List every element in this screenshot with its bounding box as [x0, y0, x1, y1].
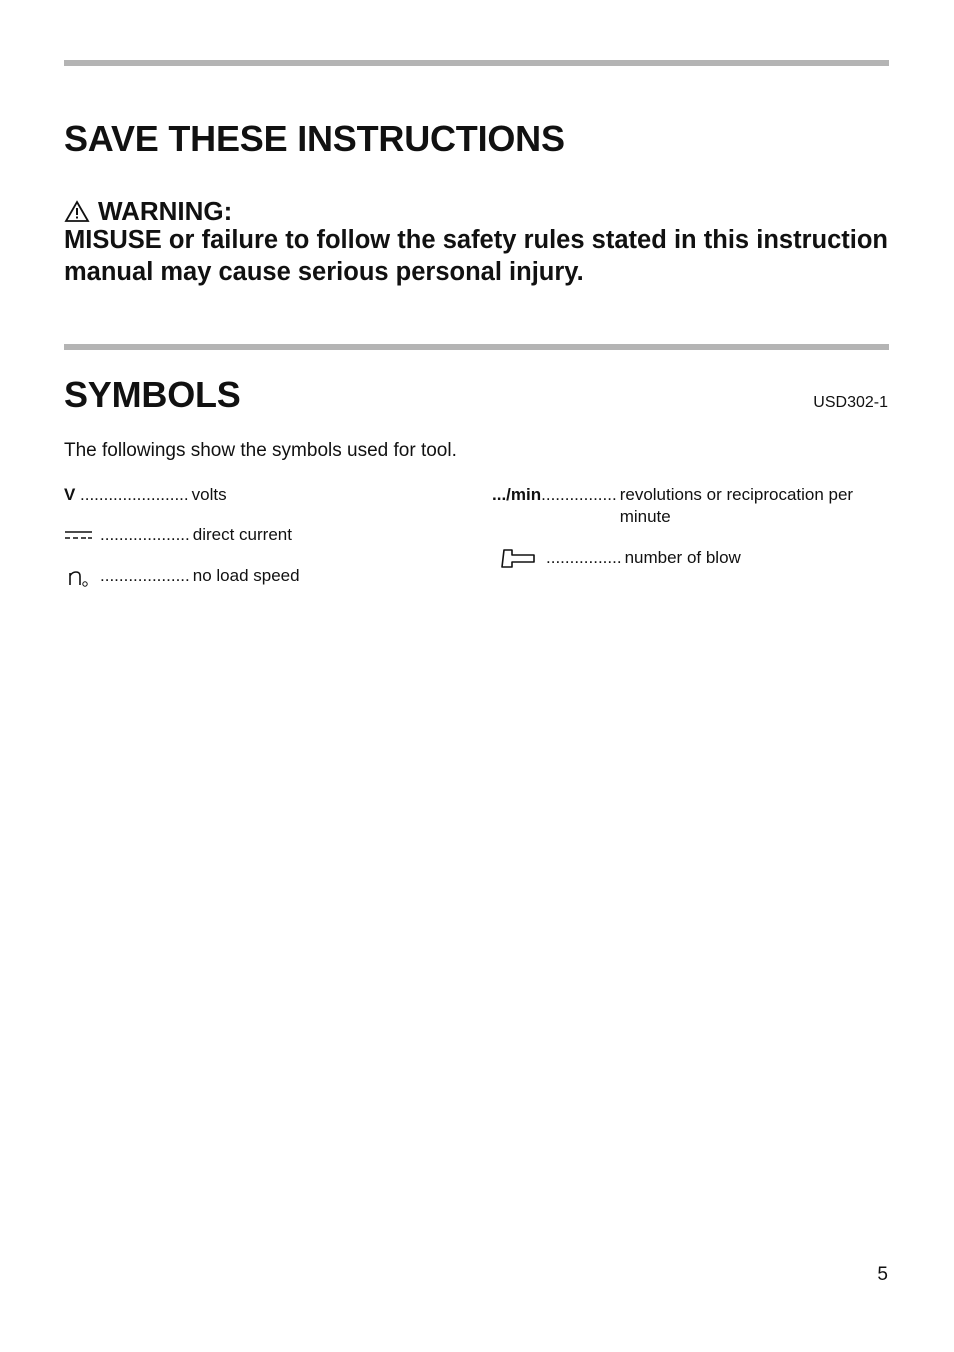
symbols-intro: The followings show the symbols used for tool. [64, 440, 457, 461]
symbol-description: number of blow [624, 548, 741, 567]
save-instructions-title: SAVE THESE INSTRUCTIONS [64, 118, 565, 159]
warning-label: WARNING: [98, 196, 233, 226]
top-rule [64, 60, 889, 66]
symbol-row-per-minute [492, 484, 882, 528]
symbol-row-no-load-speed [64, 565, 300, 587]
page-number: 5 [877, 1264, 888, 1285]
symbol-description: direct current [192, 525, 292, 544]
symbols-title: SYMBOLS [64, 374, 241, 415]
section-rule [64, 344, 889, 350]
warning-triangle-icon [64, 200, 90, 223]
per-minute-symbol: .../min [492, 485, 542, 504]
symbol-row-volts [64, 484, 227, 506]
symbol-description: volts [191, 485, 227, 504]
leader-dots: ................ [541, 485, 617, 504]
document-code: USD302-1 [813, 394, 888, 411]
symbol-description: revolutions or reciprocation per minute [619, 485, 854, 526]
volts-symbol: V [64, 485, 76, 504]
leader-dots: ................... [100, 525, 190, 544]
warning-text: MISUSE or failure to follow the safety rules stated in this instruction manual may cause serious personal injury. [64, 226, 888, 286]
no-load-speed-icon [64, 564, 94, 588]
symbol-row-number-of-blow [492, 547, 741, 571]
hammer-blow-icon [492, 547, 538, 571]
direct-current-icon [64, 524, 94, 546]
warning-heading [64, 196, 232, 227]
symbol-row-direct-current [64, 524, 292, 546]
symbol-description: no load speed [192, 566, 300, 585]
leader-dots: ................ [546, 548, 622, 567]
leader-dots: ................... [100, 566, 190, 585]
leader-dots: ....................... [80, 485, 189, 504]
